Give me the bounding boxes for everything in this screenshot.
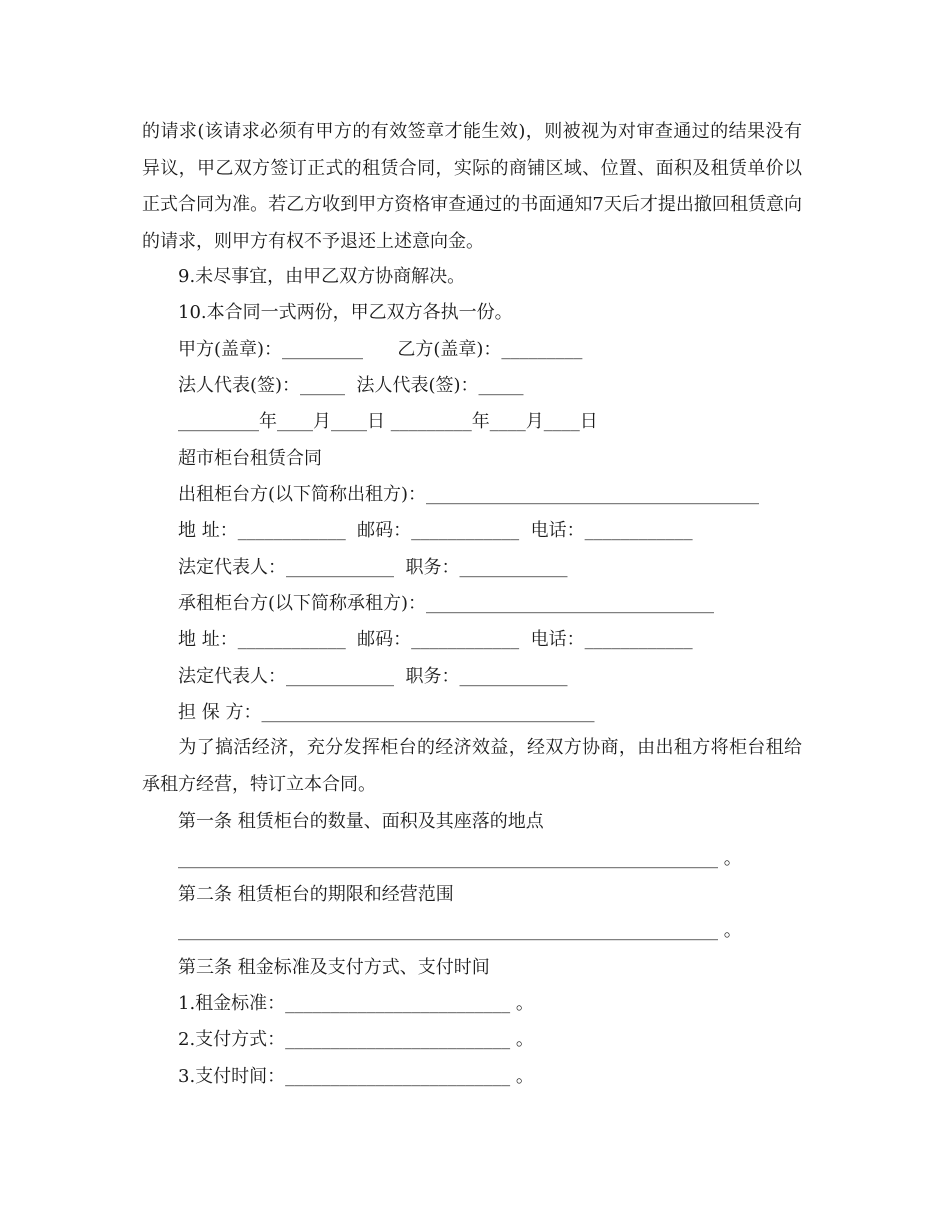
- guarantor-line: 担 保 方：_____________________________________: [178, 702, 595, 723]
- lessor-rep-line: 法定代表人：____________ 职务：____________: [178, 557, 568, 578]
- intro-paragraph: [142, 730, 802, 803]
- payment-method-line: 2.支付方式：_________________________ 。: [178, 1029, 534, 1050]
- paragraph-continuation: 的请求(该请求必须有甲方的有效签章才能生效)，则被视为对审查通过的结果没有异议，甲乙双方签订正式的租赁合同，实际的商铺区域、位置、面积及租赁单价以正式合同为准。若乙方收到甲方资格审查通过的书面通知7天后才提出撤回租赁意向的请求，则甲方有权不予退还上述意向金。: [142, 121, 802, 252]
- seal-line: 甲方(盖章)：_________ 乙方(盖章)：_________: [178, 339, 583, 360]
- lessor-address-line: 地 址：____________ 邮码：____________ 电话：____________: [178, 520, 693, 541]
- lessee-line: 承租柜台方(以下简称承租方)：________________________________: [178, 593, 715, 614]
- lessee-address-line: 地 址：____________ 邮码：____________ 电话：____________: [178, 629, 693, 650]
- payment-time-line: 3.支付时间：_________________________ 。: [178, 1066, 534, 1087]
- article-2-blank: ____________________________________________________________ 。: [178, 920, 742, 941]
- article-2-heading: 第二条 租赁柜台的期限和经营范围: [178, 884, 454, 905]
- intro-text: 为了搞活经济，充分发挥柜台的经济效益，经双方协商，由出租方将柜台租给承租方经营，特订立本合同。: [142, 737, 802, 795]
- article-3-heading: 第三条 租金标准及支付方式、支付时间: [178, 957, 490, 978]
- representative-line: 法人代表(签)：_____ 法人代表(签)：_____: [178, 375, 524, 396]
- lessor-line: 出租柜台方(以下简称出租方)：_____________________________________: [178, 484, 760, 505]
- article-1-blank: ____________________________________________________________ 。: [178, 848, 742, 869]
- article-1-heading: 第一条 租赁柜台的数量、面积及其座落的地点: [178, 811, 544, 832]
- lessee-rep-line: 法定代表人：____________ 职务：____________: [178, 666, 568, 687]
- clause-9: 9.未尽事宜，由甲乙双方协商解决。: [178, 266, 466, 287]
- date-line: _________年____月____日 _________年____月____日: [178, 411, 598, 432]
- clause-10: 10.本合同一式两份，甲乙双方各执一份。: [178, 302, 513, 323]
- contract-title: 超市柜台租赁合同: [178, 448, 322, 469]
- rent-standard-line: 1.租金标准：_________________________ 。: [178, 993, 534, 1014]
